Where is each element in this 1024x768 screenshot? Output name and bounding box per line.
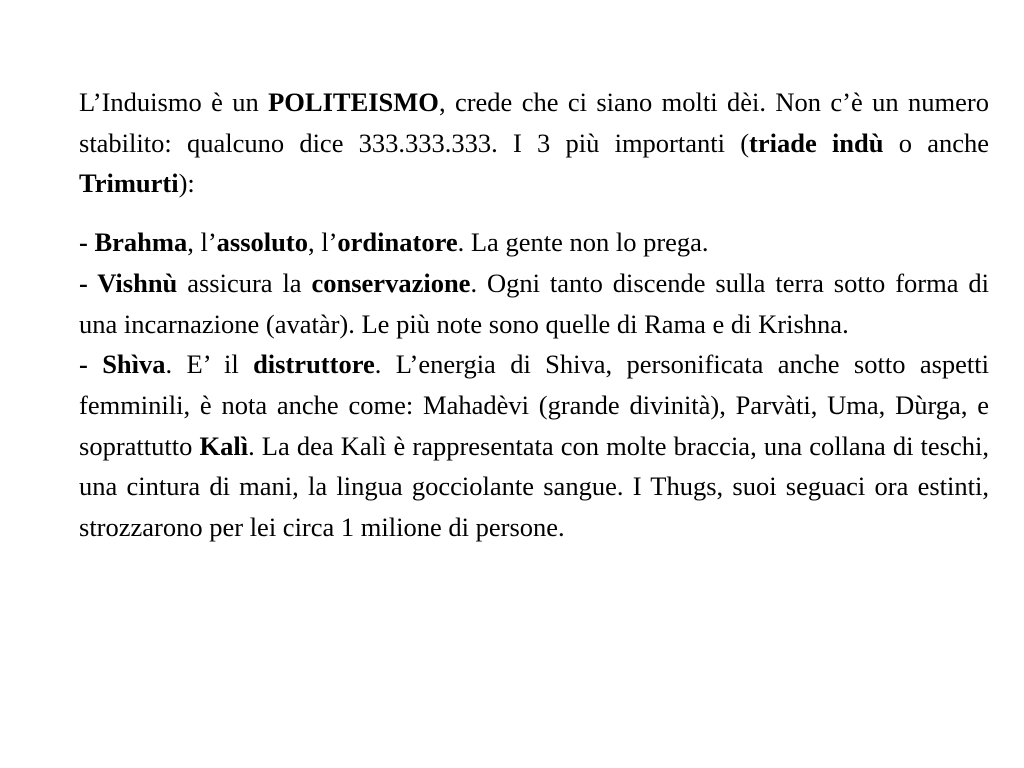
brahma-text-3: . La gente non lo prega. [457,227,709,258]
intro-bold-trimurti: Trimurti [79,168,179,199]
vishnu-bold-conservazione: conservazione [311,267,471,298]
shiva-bold-kali: Kalì [199,430,249,461]
brahma-bold-ordinatore: ordinatore [337,227,458,258]
intro-text-4: ): [178,168,195,199]
intro-text-1: L’Induismo è un [79,87,269,117]
brahma-heading: - Brahma [79,227,188,258]
shiva-text-2: . L’energia di Shiva, personificata anche sotto aspetti femminili, è nota anche come: Mahadèvi (grande divinità), Parvàti, Uma, Dùrga, e soprattutto [79,349,989,461]
intro-bold-politeismo: POLITEISMO [268,87,439,117]
intro-text-3: o anche [883,127,989,158]
brahma-text-2: , l’ [307,227,338,258]
intro-paragraph [79,82,989,204]
brahma-bold-assoluto: assoluto [216,227,308,258]
shiva-paragraph [79,344,989,548]
vishnu-heading: - Vishnù [79,267,178,298]
vishnu-text-2: . Ogni tanto discende sulla terra sotto forma di una incarnazione (avatàr). Le più note sono quelle di Rama e di Krishna. [79,267,989,339]
vishnu-text-1: assicura la [177,267,312,298]
intro-bold-triade: triade indù [749,127,884,158]
shiva-heading: - Shìva [79,349,166,380]
shiva-bold-distruttore: distruttore [253,349,375,380]
intro-text-2: , crede che ci siano molti dèi. Non c’è un numero stabilito: qualcuno dice 333.333.333. I 3 più importanti ( [79,87,989,158]
brahma-text-1: , l’ [187,227,217,258]
slide-text-body [79,82,989,548]
shiva-text-3: . La dea Kalì è rappresentata con molte braccia, una collana di teschi, una cintura di mani, la lingua gocciolante sangue. I Thugs, suoi seguaci ora estinti, strozzarono per lei circa 1 milione di persone. [79,430,989,543]
shiva-text-1: . E’ il [165,349,254,380]
vishnu-paragraph [79,263,989,344]
brahma-paragraph [79,222,989,263]
